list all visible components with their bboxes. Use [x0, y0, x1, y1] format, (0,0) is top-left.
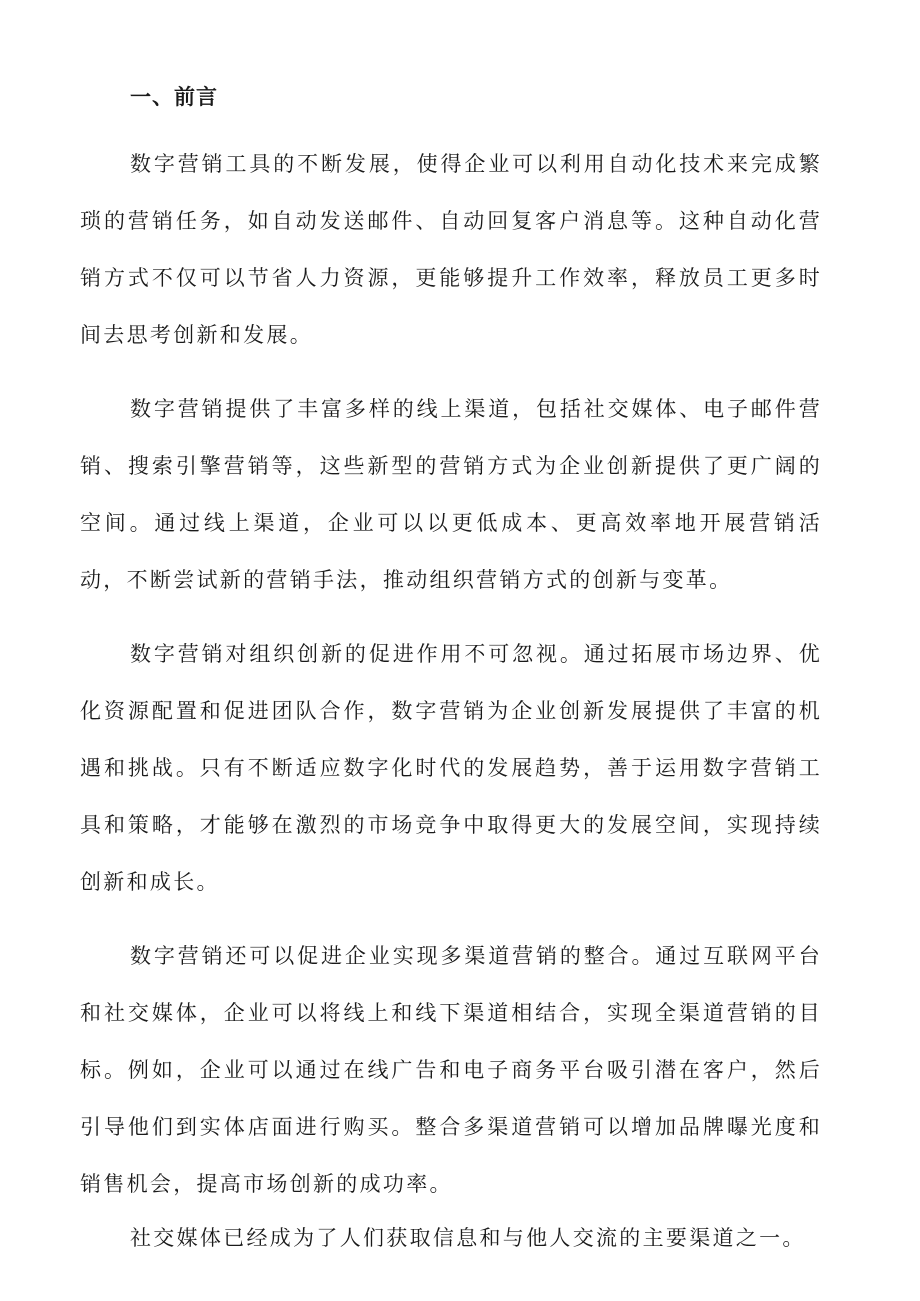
paragraph-multichannel-integration: 数字营销还可以促进企业实现多渠道营销的整合。通过互联网平台和社交媒体，企业可以将线上和线下渠道相结合，实现全渠道营销的目标。例如，企业可以通过在线广告和电子商务平台吸引潜在客户，然后引导他们到实体店面进行购买。整合多渠道营销可以增加品牌曝光度和销售机会，提高市场创新的成功率。 — [80, 944, 822, 1196]
section-heading: 一、前言 — [130, 85, 218, 109]
paragraph-organizational-innovation: 数字营销对组织创新的促进作用不可忽视。通过拓展市场边界、优化资源配置和促进团队合作，数字营销为企业创新发展提供了丰富的机遇和挑战。只有不断适应数字化时代的发展趋势，善于运用数字营销工具和策略，才能够在激烈的市场竞争中取得更大的发展空间，实现持续创新和成长。 — [80, 642, 822, 894]
paragraph-online-channels: 数字营销提供了丰富多样的线上渠道，包括社交媒体、电子邮件营销、搜索引擎营销等，这些新型的营销方式为企业创新提供了更广阔的空间。通过线上渠道，企业可以以更低成本、更高效率地开展营销活动，不断尝试新的营销手法，推动组织营销方式的创新与变革。 — [80, 397, 822, 592]
paragraph-automation-tools: 数字营销工具的不断发展，使得企业可以利用自动化技术来完成繁琐的营销任务，如自动发送邮件、自动回复客户消息等。这种自动化营销方式不仅可以节省人力资源，更能够提升工作效率，释放员工更多时间去思考创新和发展。 — [80, 152, 822, 347]
paragraph-social-media: 社交媒体已经成为了人们获取信息和与他人交流的主要渠道之一。 — [130, 1226, 806, 1250]
